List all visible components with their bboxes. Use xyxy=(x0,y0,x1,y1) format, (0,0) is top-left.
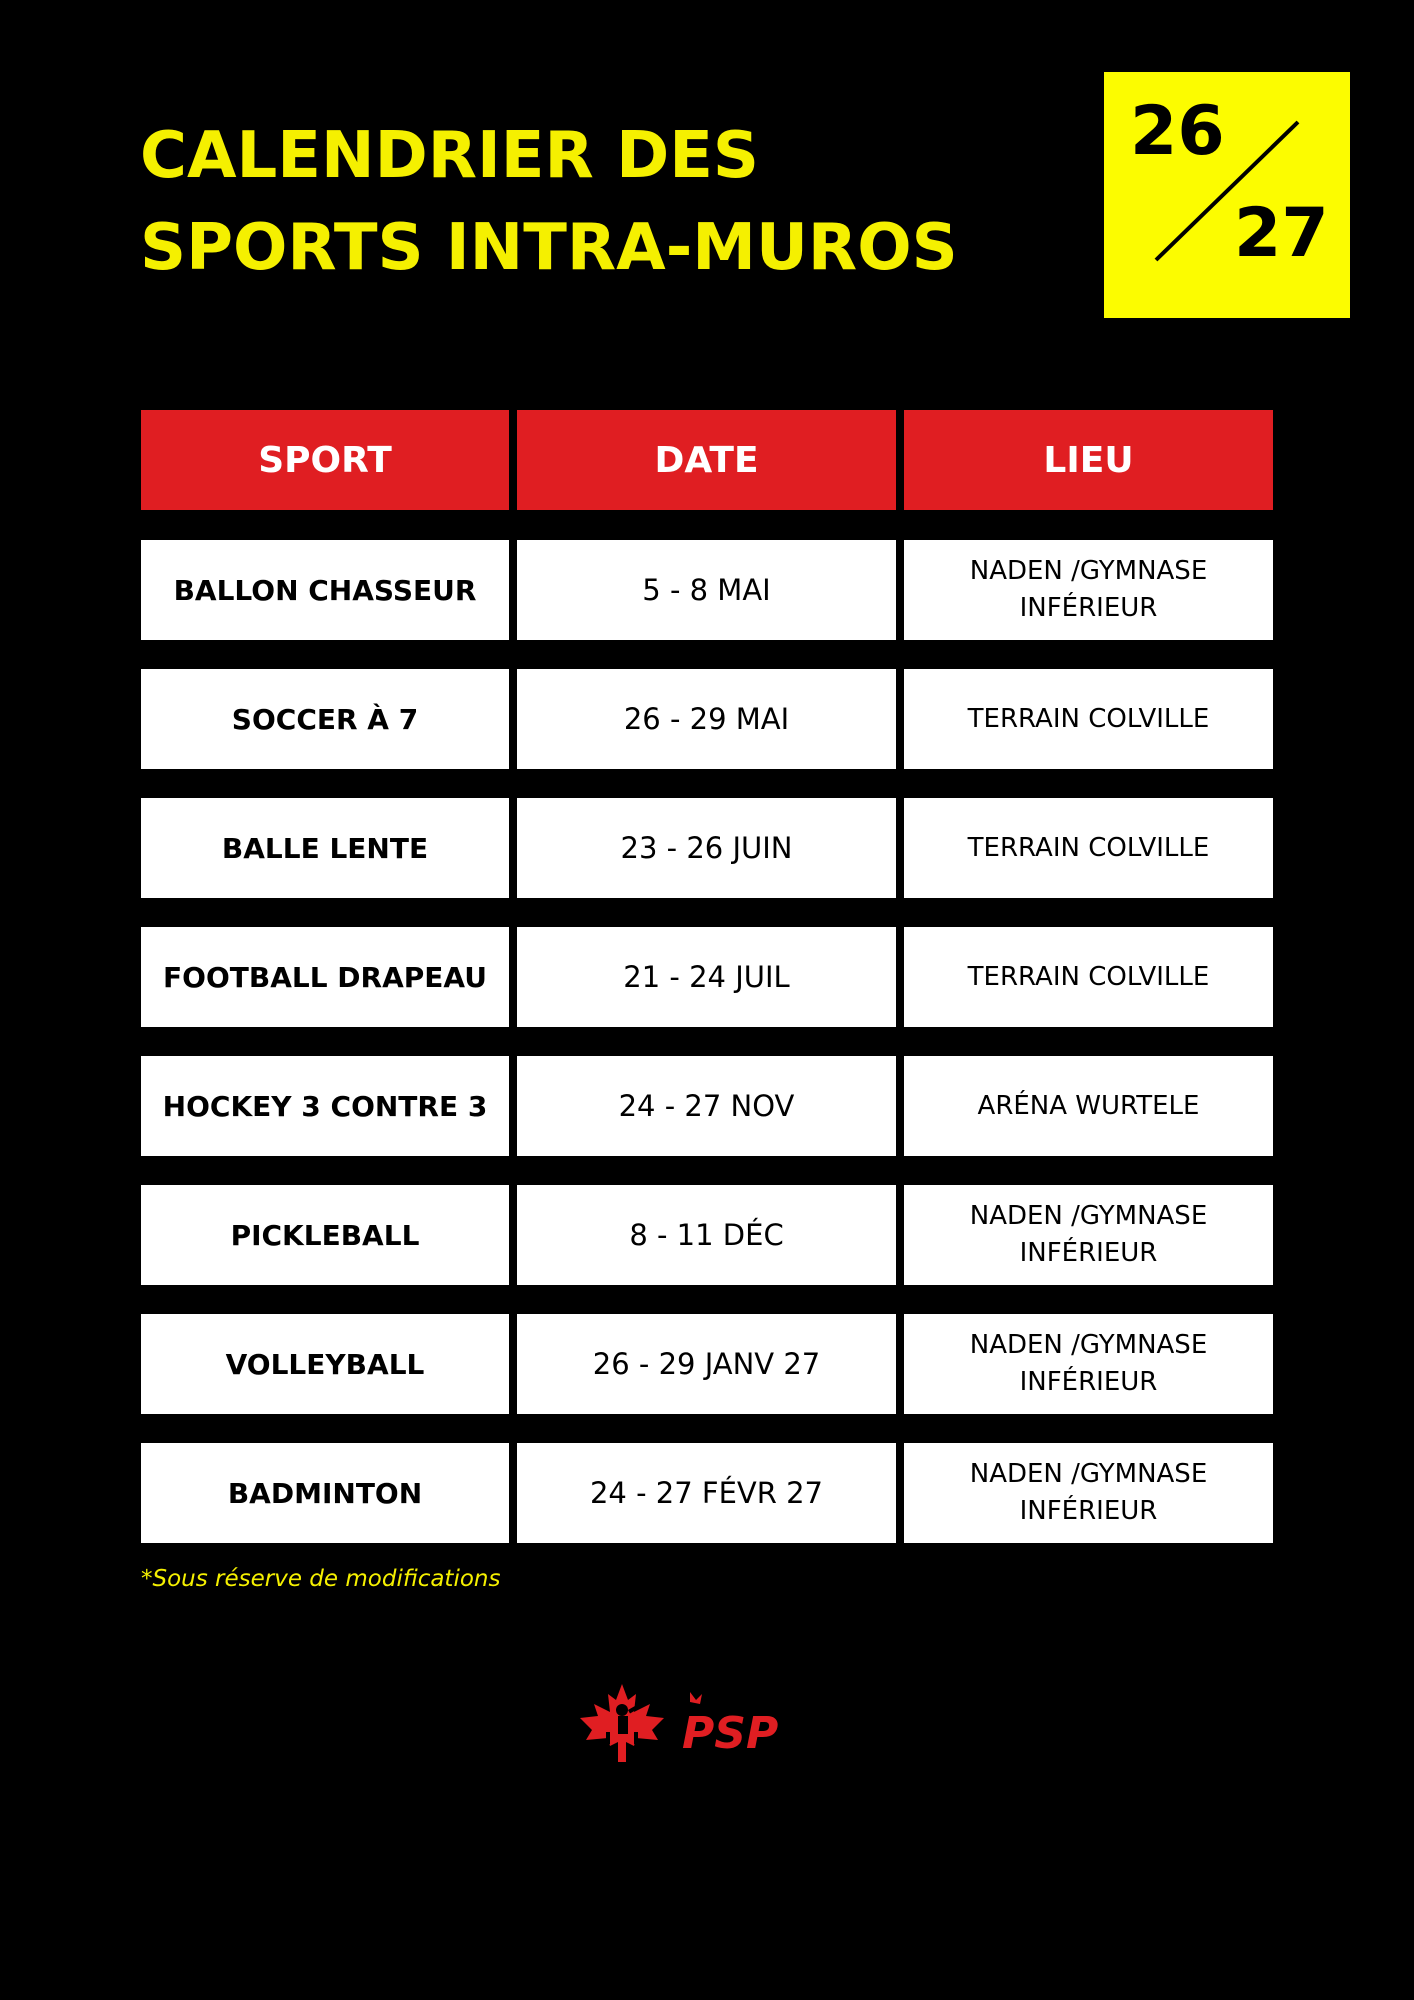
lieu-cell: NADEN /GYMNASE INFÉRIEUR xyxy=(904,1185,1273,1285)
sport-cell: BADMINTON xyxy=(141,1443,509,1543)
lieu-cell: NADEN /GYMNASE INFÉRIEUR xyxy=(904,1443,1273,1543)
header-date: DATE xyxy=(517,410,896,510)
lieu-cell: ARÉNA WURTELE xyxy=(904,1056,1273,1156)
date-cell: 24 - 27 NOV xyxy=(517,1056,896,1156)
header-lieu: LIEU xyxy=(904,410,1273,510)
sport-cell: FOOTBALL DRAPEAU xyxy=(141,927,509,1027)
sport-cell: HOCKEY 3 CONTRE 3 xyxy=(141,1056,509,1156)
date-cell: 21 - 24 JUIL xyxy=(517,927,896,1027)
lieu-cell: TERRAIN COLVILLE xyxy=(904,669,1273,769)
date-cell: 26 - 29 JANV 27 xyxy=(517,1314,896,1414)
date-cell: 24 - 27 FÉVR 27 xyxy=(517,1443,896,1543)
lieu-cell: TERRAIN COLVILLE xyxy=(904,927,1273,1027)
sport-cell: PICKLEBALL xyxy=(141,1185,509,1285)
disclaimer-note: *Sous réserve de modifications xyxy=(141,1566,501,1592)
schedule-table xyxy=(141,410,1273,1572)
date-cell: 23 - 26 JUIN xyxy=(517,798,896,898)
title-line-2: SPORTS INTRA-MUROS xyxy=(140,211,958,285)
table-row xyxy=(141,669,1273,769)
table-row xyxy=(141,1443,1273,1543)
psp-logo-text: PSP xyxy=(682,1708,779,1759)
lieu-cell: TERRAIN COLVILLE xyxy=(904,798,1273,898)
sport-cell: BALLE LENTE xyxy=(141,798,509,898)
title-line-1: CALENDRIER DES xyxy=(140,119,759,193)
table-header-row xyxy=(141,410,1273,510)
table-row xyxy=(141,1314,1273,1414)
season-badge xyxy=(1104,72,1350,318)
psp-logo xyxy=(682,1692,778,1759)
maple-leaf-soldier-icon xyxy=(580,1684,664,1762)
lieu-cell: NADEN /GYMNASE INFÉRIEUR xyxy=(904,540,1273,640)
date-cell: 26 - 29 MAI xyxy=(517,669,896,769)
date-cell: 5 - 8 MAI xyxy=(517,540,896,640)
lieu-cell: NADEN /GYMNASE INFÉRIEUR xyxy=(904,1314,1273,1414)
season-start-year: 26 xyxy=(1130,92,1225,171)
season-end-year: 27 xyxy=(1234,194,1329,273)
table-row xyxy=(141,1185,1273,1285)
table-row xyxy=(141,540,1273,640)
page-title xyxy=(140,110,958,294)
logos xyxy=(578,1682,792,1768)
sport-cell: VOLLEYBALL xyxy=(141,1314,509,1414)
date-cell: 8 - 11 DÉC xyxy=(517,1185,896,1285)
table-row xyxy=(141,1056,1273,1156)
header-sport: SPORT xyxy=(141,410,509,510)
sport-cell: BALLON CHASSEUR xyxy=(141,540,509,640)
table-row xyxy=(141,927,1273,1027)
sport-cell: SOCCER À 7 xyxy=(141,669,509,769)
table-row xyxy=(141,798,1273,898)
